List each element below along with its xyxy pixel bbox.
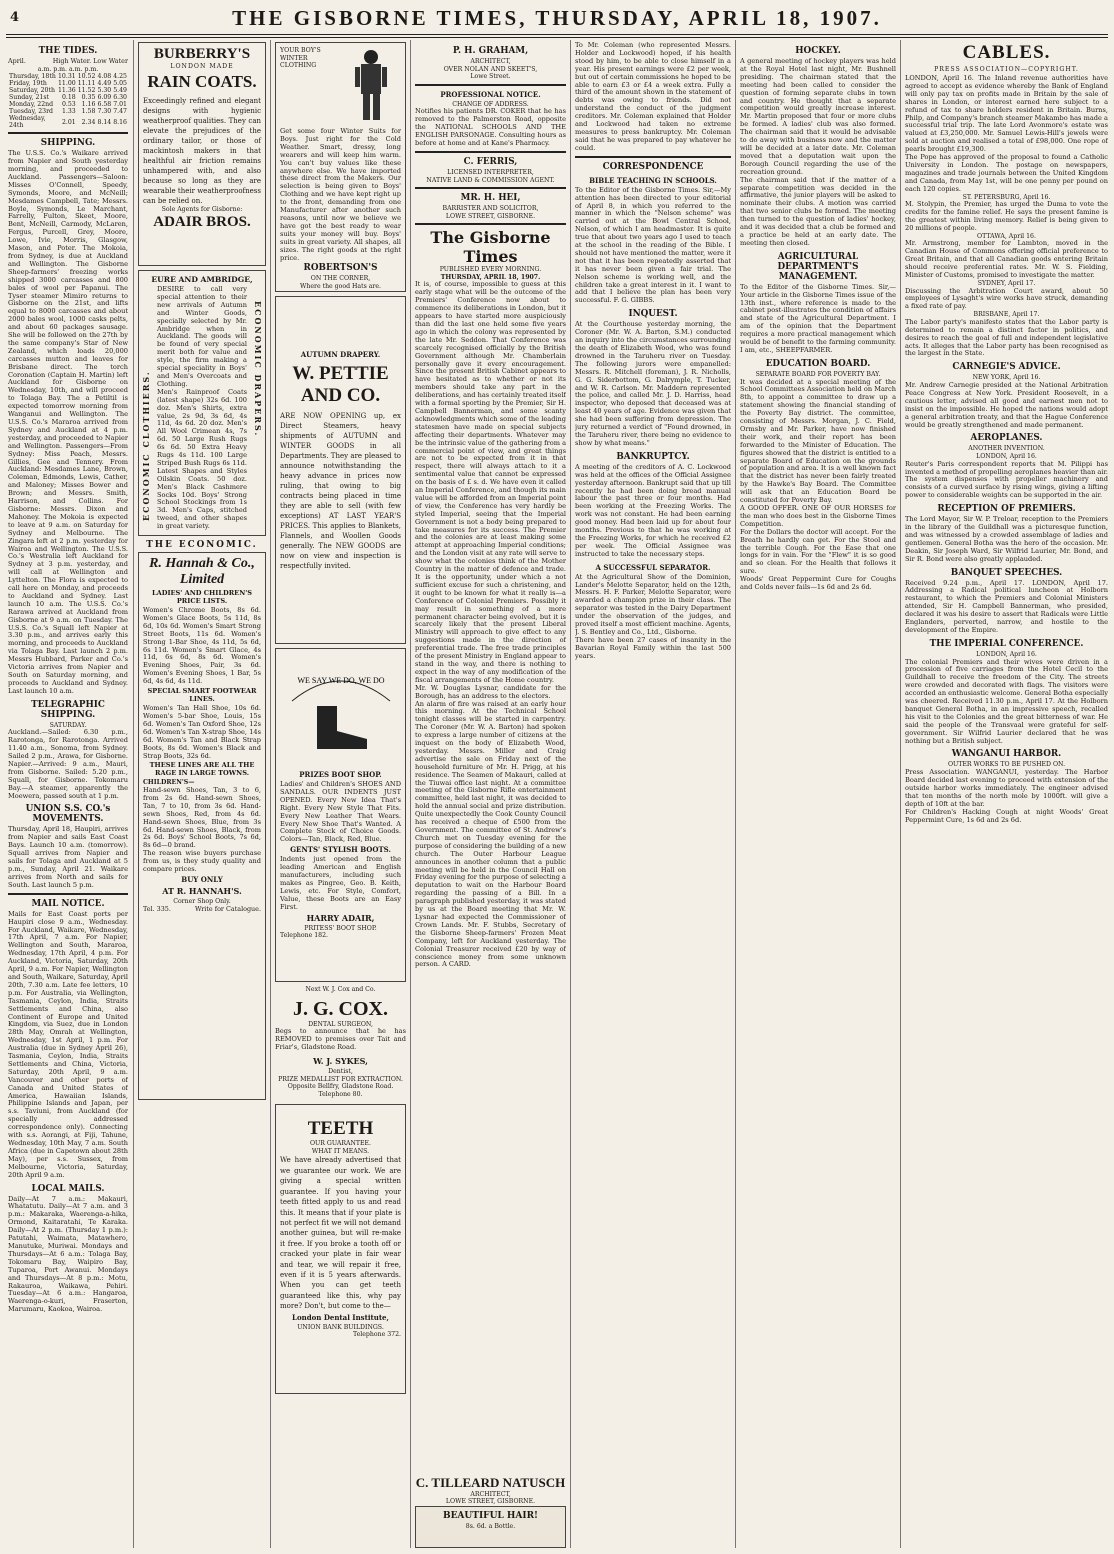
hannah-catalogue: Write for Catalogue. [194, 904, 261, 913]
times-sub: PUBLISHED EVERY MORNING. [439, 266, 542, 274]
tide-cell: Friday, 19th [9, 80, 47, 88]
page-number: 4 [10, 10, 20, 25]
eure-advert [138, 270, 266, 536]
teeth-sub: OUR GUARANTEE. [309, 1140, 372, 1148]
tide-cell: 5.49 [113, 87, 127, 95]
robertson-sub: ON THE CORNER, [310, 275, 371, 283]
divider [575, 156, 731, 158]
gents-heading: GENTS' STYLISH BOOTS. [290, 845, 391, 855]
union-tel: Telephone 372. [352, 1331, 401, 1339]
tide-cell: 11.52 [77, 87, 96, 95]
column-7 [905, 42, 1108, 1548]
movements-heading: UNION S.S. CO.'s MOVEMENTS. [25, 804, 111, 825]
teeth-advert [275, 1104, 406, 1394]
horses-offer: A GOOD OFFER. ONE OF OUR HORSES for the man who does best in the Gisborne Times Competition. [740, 504, 896, 528]
corner-shop: Corner Shop Only. [173, 897, 231, 905]
children-heading: CHILDREN'S— [143, 779, 195, 787]
education-sub: SEPARATE BOARD FOR POVERTY BAY. [755, 370, 881, 378]
inquest-text: At the Courthouse yesterday morning, the Coroner (Mr. W. A. Barton, S.M.) conducted an inquiry into the circumstances surrounding the death of Elizabeth Wood, who was found drowned in the Taruheru river on Tuesday. The following jurors were empanelled: Messrs. R. Mitchell (foreman), J. R. Nicholls, G. G. Siderbottom, G. Dalrymple, T. Tucker, and W. R. Carlson. Mr. Maddern represented the police, and called Mr. J. D. Harriss, head inspector, who deposed that deceased was at least 40 years of age. Evidence was given that she had been suffering from depression. The jury returned a verdict of "Found drowned, in the Taruheru river, there being no evidence to show by what means." [575, 320, 731, 447]
tide-cell: 7.30 [97, 108, 112, 116]
tides-table [8, 73, 128, 129]
column-4 [415, 42, 566, 1548]
column-1 [8, 42, 128, 1548]
burberry-body: Exceedingly refined and elegant designs with hygienic weatherproof qualities. They can elevate the prejudices of the ordinary tailor, or those of mackintosh makers in that healthful air friction remains unhampered with, and also because so long as they are wearable their weatherproofness can be relied on. [143, 97, 261, 205]
boy-heading: YOUR BOY'S WINTER CLOTHING [280, 47, 321, 70]
eure-body: DESIRE to call very special attention to their new arrivals of Autumn and Winter Goods, specially selected by Mr. Ambridge when in Auckland. The goods will be found of very special merit both for value and style, the firm making a special speciality in Boys' and Men's Overcoats and Clothing. [157, 285, 247, 388]
bankruptcy-heading: BANKRUPTCY. [616, 451, 690, 462]
graham-name: P. H. GRAHAM, [452, 46, 529, 56]
london-dateline: LONDON, April 16. [976, 453, 1037, 460]
tide-cell: 8.14 [97, 118, 112, 126]
column-divider [133, 40, 134, 1548]
bible-heading: BIBLE TEACHING IN SCHOOLS. [589, 175, 717, 185]
local-news: An alarm of fire was raised at an early hour this morning. At the Technical School tonight classes will be started in carpentry. The Coroner (Mr. W. A. Barton) had spoken to express a large number of citizens at the inquest on the body of Elizabeth Wood, yesterday. Messrs. Miller and Craig advertise the sale on Friday next of the household furniture of Mr. H. Prigg, at his residence. The Seamen of Makauri, called at the Tiuwai office last night. At a committee meeting of the Gisborne Rifle entertainment committee, held last night, it was decided to hold the annual social and prize distribution. Quite unexpectedly the Cook County Council has received a cheque of £500 from the Government. The committee of St. Andrew's Church met on Tuesday evening for the purpose of considering the building of a new church. The Outer Harbour League announces in another column that a public meeting will be held in the Council Hall on Friday evening for the purpose of selecting a deputation to wait on the Harbour Board regarding the passing of a Bill. In a paragraph published yesterday, it was stated by us at the Board meeting that Mr. W. Lysnar had expected the Commissioner of Crown Lands. Mr. F. Stubbs, Secretary of the Gisborne Sheep-farmers' Frozen Meat Company, left for Auckland yesterday. The Colonial Treasurer received £20 by way of conscience money from some unknown person. A CARD. [415, 699, 566, 969]
ferris-sub: LICENSED INTERPRETER, [447, 168, 534, 176]
eure-heading: EURE AND AMBRIDGE, [151, 275, 253, 284]
cox-sub: DENTAL SURGEON, [308, 1020, 373, 1028]
column-3 [275, 42, 406, 1548]
column-2 [138, 42, 266, 1548]
cable-12: Press Association. WANGANUI, yesterday. The Harbor Board decided last evening to proceed with extension of the outside harbor works immediately. The engineer advised that ten months of the north mole by 1000ft. will give a depth of 10ft at the bar. [905, 768, 1108, 808]
prize-stamp-text: WE SAY WE DO, WE DO [296, 676, 385, 685]
tide-cell: 4.25 [113, 73, 127, 81]
cable-7: Mr. Andrew Carnegie presided at the National Arbitration Peace Congress at New York. President Roosevelt, in a cautious letter, advised all good and earnest men not to insist on the impossible. He hoped the nations would adopt a general arbitration treaty, and that the Hague Conference would be greatly strengthened and made permanent. [905, 380, 1108, 429]
pettie-advert [275, 296, 406, 644]
divider [415, 84, 566, 86]
tide-cell: Saturday, 20th [9, 87, 55, 95]
tide-cell: Sunday, 21st [9, 94, 49, 102]
education-text: It was decided at a special meeting of the School Committees Association held on March 8th, to appoint a committee to draw up a statement showing the financial standing of the Poverty Bay district. The committee, consisting of Messrs. Morgan, J. C. Field, Ormsby and Mr. Parker, have now finished their work, and their report has been forwarded to the Minister of Education. The figures showed that the district is entitled to a separate Board of Education on the grounds of population and area. It is a well known fact that the district has never been fairly treated by the Hawke's Bay Board. The Committee will ask that an Education Board be constituted for Poverty Bay. [740, 377, 896, 505]
special-prices: Women's Tan Hall Shoe, 10s 6d. Women's 5-bar Shoe, Louis, 15s 6d. Women's Tan Oxford Shoe, 12s 6d. Women's Tan X-strap Shoe, 14s 6d. Women's Tan and Black Strap Boots, 8s 6d. Women's Black and Strap Boots, 32s 6d. [143, 704, 261, 760]
change-address: CHANGE OF ADDRESS. [452, 100, 529, 108]
tide-cell: 7.47 [113, 108, 127, 116]
cable-10: Received 9.24 p.m., April 17. LONDON, April 17. Addressing a Radical political luncheon at Holborn restaurant, to which the Premiers and Colonial Ministers attended, Sir H. Campbell Bannerman, who presided, declared it was his desire to assert that Radicals were Little Englanders, perverted, narrow, and hostile to the development of the Empire. [905, 578, 1108, 634]
hei-name: MR. H. HEI, [460, 193, 521, 204]
tide-cell: 7.01 [113, 101, 127, 109]
masthead-rule-bottom [6, 37, 1108, 38]
divider [415, 151, 566, 153]
cable-2: The Pope has approved of the proposal to found a Catholic University in London. The postage on newspapers, magazines and trade journals between the United Kingdom and Canada, from May 1st, will be one penny per pound on each 120 copies. [905, 153, 1108, 193]
brisbane-dateline: BRISBANE, April 17. [973, 311, 1040, 319]
local-mails-text: Daily—At 7 a.m.: Makauri, Whatatutu. Daily—At 7 a.m. and 3 p.m.: Makaraka, Waerenga-a-hika, Ormond, Kaitaratahi, Te Karaka. Daily—At 2 p.m. (Thursday 1 p.m.): Patutahi, Waimata, Matawhero, Manutuke, Muriwai. Mondays and Thursdays—At 6 a.m.: Tolaga Bay, Tokomaru Bay, Waipiro Bay, Tuparoa, Port Awanui. Mondays and Thursdays—At 8 p.m.: Motu, Rakauroa, Waikawa, Pehiri. Tuesday—At 6 a.m.: Hangaroa, Waerenga-o-kuri, Fraserton, Marumaru, Kaokoa, Wairoa. [8, 1194, 128, 1314]
tide-cell: Tuesday, 23rd [9, 108, 53, 116]
prof-notice: PROFESSIONAL NOTICE. [440, 89, 541, 99]
tide-row [8, 115, 128, 129]
tide-cell: 0.18 [61, 94, 76, 102]
tide-row [8, 94, 128, 101]
mail-text: Mails for East Coast ports per Haupiri close 9 a.m., Wednesday. For Auckland, Waikare, Wednesday, 17th April, 7 a.m. For Napier, Wellington and South, Mararoa, Wednesday, 17th April, 4 p.m. For Auckland, Victoria, Saturday, 20th April, 9 a.m. For Napier, Wellington and South, Waikare, Saturday, April 20th, 7.30 a.m. Late fee letters, 10 p.m. For Australia, via Wellington, Tasmania, Ceylon, India, Straits Settlements and China, also Continent of Europe and United Kingdom, via Suez, due in London 28th May, Omrah at Wellington, Wednesday, 1st April, 1 p.m. For Australia (due in Sydney April 26), Tasmania, Ceylon, India, Straits Settlements and China, Victoria, Saturday, 20th April, 9 a.m. Vancouver and other ports of Canada and United States of America, Hawaiian Islands, Philippine Islands and Japan, per s.s. Taviuni, from Auckland (for specially addressed correspondence only). Connecting with s.s. Aorangi, at Fiji, Tahune, Wednesday, 10th May, 7 a.m. South Africa (due in Capetown about 28th May), per s.s. Sussex, from Melbourne, Victoria, Saturday, 20th April 9 a.m. [8, 909, 128, 1179]
aero-sub: ANOTHER INVENTION. [968, 445, 1045, 453]
newyork-dateline: NEW YORK, April 16. [972, 374, 1041, 382]
teeth-body: We have already advertised that we guarantee our work. We are giving a special written guarantee. If you having your teeth fitted apply to us and read this. It means that if your plate is not perfect fit we will not demand another guinea, but will re-make it free. If you broke a tooth off or cracked your plate in fair wear and tear, we will repair it free, even if it is 5 years afterwards. When you can get teeth guaranteed like this, why pay more? Don't, but come to the— [280, 1156, 401, 1311]
harry-sub: PRITESS' BOOT SHOP. [304, 924, 377, 932]
lysnar-note: Mr. W. Douglas Lysnar, candidate for the Borough, has an address to the electors. [415, 683, 566, 700]
agri-heading: AGRICULTURAL DEPARTMENT'S MANAGEMENT. [777, 251, 859, 282]
harry-tel: Telephone 182. [280, 932, 329, 940]
cure-advert: For Children's Hacking Cough at night Woods' Great Peppermint Cure, 1s 6d and 2s 6d. [905, 807, 1108, 824]
cable-8: Reuter's Paris correspondent reports that M. Pilippi has invented a method of propelling aeroplanes heavier than air. The system dispenses with propeller machinery and consists of a curved surface by rising wings, giving a lifting power to considerable weights can be supported in the air. [905, 459, 1108, 500]
tide-cell: 4.49 [97, 80, 112, 88]
cox-next: Next W. J. Cox and Co. [305, 986, 376, 993]
prize-boot-advert [275, 648, 406, 982]
tide-cell: 10.31 [58, 73, 76, 81]
wanganui-heading: WANGANUI HARBOR. [951, 749, 1062, 760]
divider [415, 187, 566, 189]
column-divider [570, 40, 571, 1548]
hei-sub: BARRISTER AND SOLICITOR, [442, 205, 539, 213]
newspaper-title: THE GISBORNE TIMES, THURSDAY, APRIL 18, 1907. [232, 6, 882, 30]
separator-text: At the Agricultural Show of the Dominion, Lander's Melotte Separator, held on the 12th, Messrs. H. F. Parker, Melotte Separator, were awarded a champion prize in their class. The separator was tested in the Dairy Department under the observation of the judges, and proved itself a most efficient machine. Agents, J. S. Bentley and Co., Ltd., Gisborne. [575, 572, 731, 636]
pettie-name: W. PETTIE AND CO. [292, 363, 389, 406]
children-prices: Hand-sewn Shoes, Tan, 3 to 6, from 2s 6d. Hand-sewn Shoes, Tan, 7 to 10, from 3s 6d. Hand-sewn Shoes, Red, from 4s 6d. Hand-sewn Shoes, Blue, from 3s 6d. Hand-sewn Shoes, Black, from 2s 6d. Boys' School Boots, 7s 6d, 8s 6d—0 brand. [143, 786, 261, 850]
sykes-name: W. J. SYKES, [313, 1055, 368, 1066]
boys-clothing-advert [275, 42, 406, 292]
tide-cell: 0.53 [61, 101, 76, 109]
divider [8, 893, 128, 895]
boot-body: Ladies' and Children's SHOES AND SANDALS. OUR INDENTS JUST OPENED. Every New Idea That's Right. Every New Style That Fits. Every New Leather That Wears. Every New Shoe That's Wanted. A Complete Stock of Choice Goods. Colors—Tan, Black, Red, Blue. [280, 780, 401, 844]
cox-name: J. G. COX. [293, 997, 388, 1020]
sykes-sub: Dentist, [328, 1067, 353, 1075]
burberry-title: RAIN COATS. [147, 72, 257, 91]
cable-3: M. Stolypin, the Premier, has urged the Duma to vote the credits for the famine relief. He says the present famine is the greatest within living memory. Relief is being given to 20 millions of people. [905, 200, 1108, 232]
tide-cell: Monday, 22nd [9, 101, 54, 109]
tide-row [8, 108, 128, 115]
cap-advert: For the Dollars the doctor will accept. For the Breath he hardly can get. For the Stool and the terrible Cough. For the Ease that one longs for in vain. For the "Flew" it is so good and so clean. For the Health that follows it sure. [740, 527, 896, 576]
tides-heading: THE TIDES. [38, 46, 98, 56]
tide-row [8, 87, 128, 94]
graham-loc: OVER NOLAN AND SKEET'S, [443, 65, 538, 73]
telegraphic-sub: SATURDAY. [49, 721, 87, 729]
tide-cell: 6.09 [97, 94, 112, 102]
column-6 [740, 42, 896, 1548]
hannah-advert [138, 552, 266, 1100]
hannah-prices: Women's Chrome Boots, 8s 6d. Women's Glace Boots, 5s 11d, 8s 6d, 10s 6d. Women's Smart Strong Street Boots, 11s 6d. Women's Strong 1-Bar Shoe, 4s 11d, 5s 6d, 6s 11d. Women's Smart Glace, 4s 11d, 6s 6d, 8s 6d. Women's Evening Shoes, Pair, 3s 6d. Women's Evening Shoes, 1 Bar, 5s 6d, 4s 6d, 4s 11d. [143, 606, 261, 686]
tide-row [8, 80, 128, 87]
divider [415, 223, 566, 225]
union-bank: UNION BANK BUILDINGS. [297, 1323, 384, 1331]
carnegie-heading: CARNEGIE'S ADVICE. [952, 362, 1061, 373]
tilleard-sub: ARCHITECT, [470, 1490, 511, 1498]
column-divider [270, 40, 271, 1548]
inquest-heading: INQUEST. [628, 309, 678, 320]
imperial-heading: THE IMPERIAL CONFERENCE. [929, 638, 1084, 649]
hannah-close: The reason wise buyers purchase from us, is they study quality and compare prices. [143, 849, 261, 874]
coker-notice: Notifies his patients DR. COKER that he has removed to the Palmerston Road, opposite the NATIONAL SCHOOLS AND THE ENGLISH PARSONAGE. Consulting hours as before at home and at Kane's Pharmacy. [415, 107, 566, 147]
tide-cell: 11.00 [58, 80, 76, 88]
tide-row [8, 101, 128, 108]
column-divider [900, 40, 901, 1548]
tide-cell: 1.58 [81, 108, 96, 116]
ferris-role: NATIVE LAND & COMMISSION AGENT. [426, 176, 555, 184]
sydney-dateline: SYDNEY, April 17. [977, 279, 1036, 287]
boy-body: Get some four Winter Suits for Boys. Just right for the Cold Weather. Smart, dressy, long wearers and will keep him warm. You can't buy values like these anywhere else. We have imported these direct from the Makers. Our selection is being given to Boys' Clothing and we have kept right up to the front, demanding from one Manufacturer after another such reasons, until now we believe we have got the best ready to wear suits your money will buy. Boys' suits in great variety. All shapes, all sizes. The right goods at the right price. [280, 127, 401, 262]
cables-heading: CABLES. [962, 42, 1051, 63]
tilleard-name: C. TILLEARD NATUSCH [415, 1474, 566, 1490]
tide-cell: 1.16 [81, 101, 96, 109]
tide-cell: Wednesday, 24th [9, 115, 46, 130]
hannah-logo: R. Hannah & Co., Limited [149, 556, 255, 587]
cable-11: The colonial Premiers and their wives were driven in a procession of five carriages from the Hotel Cecil to the Guildhall to receive the freedom of the City. The streets were crowded and decorated with flags. The visitors were accorded an enthusiastic welcome. General Botha especially was cheered. Received 11.30 p.m., April 17. At the Holborn banquet General Botha, in an impressive speech, recalled his visit to the Colonies and the great bitterness of war. He said the people of the Transvaal were grateful for self-government. Sir Wilfrid Laurier declared that he was nothing but a British subject. [905, 657, 1108, 745]
tide-cell: 4.08 [97, 73, 112, 81]
times-logo: The Gisborne Times [430, 228, 551, 267]
editorial: It is, of course, impossible to guess at this early stage what will be the outcome of the Premiers' Conference now about to commence its deliberations in London, but it appears to have started more auspiciously than did the last one held some five years ago in which the colony was represented by the late Mr. Seddon. That Conference was scarcely recognised officially by the British Government although Mr. Chamberlain personally gave it every encouragement. Since the present British Cabinet appears to have hesitated as to whether or not its members should take any part in the deliberations, and has certainly treated itself with a formal sporting by the Premier, Sir H. Campbell Bannerman, and some scanty acknowledgments which some of the leading statesmen have made on special subjects affecting their departments. Whatever may be the intrinsic value of the gathering from a commercial point of view, and great things are not to be expected from it in that respect, there will always attach to it a sentimental value that cannot be expressed on the basis of £ s. d. We have even it called an Imperial Conference, and though its main value will be afforded from an Imperial point of view, the Conference has very hardly be styled Imperial, seeing that the Imperial Government is not a body being prepared to take measures for its success. The Premier and the colonies are at least making some attempt at approaching Imperial conditions; and the London visit at any rate will serve to show what the colonies think of the Mother Country in the matter of defence and trade. It is the opportunity, under which a not sufficient excuse for such a christening, and it ought to be known for what it really is—a Conference of Colonial Premiers. Possibly it may result in something of a more permanent character being evolved, but it is scarcely likely that the present Liberal Ministry will approach to give effect to any suggestions made in the direction of preferential trade. The free trade principles of the present Ministry in England appear to stand in the way, and there is nothing to expect in the way of any modification of the fiscal arrangements of the Home country. [415, 280, 566, 684]
burberry-agents: Sole Agents for Gisborne: [161, 206, 243, 213]
cable-1: LONDON, April 16. The Inland revenue authorities have agreed to accept as evidence whereby the Bank of England will only pay tax on profits made in Britain by the sale of shares in London, or interest earned here subject to a refund of tax to share holders resident in Britain. Burns, Philp, and Company's branch steamer Makambo has made a successful trial trip. The late Lord Avonmore's estate was valued at £3,250,000. Mr. Samuel Lewis-Hill's jewels were sold at auction and realised a total of £98,000. One rope of pearls brought £19,300. [905, 74, 1108, 154]
tilleard-loc: LOWE STREET, GISBORNE. [445, 1498, 536, 1506]
education-heading: EDUCATION BOARD. [765, 358, 871, 369]
tide-cell: 2.34 [81, 118, 96, 126]
buy-only: BUY ONLY [181, 874, 223, 884]
teeth-heading: TEETH [307, 1118, 374, 1140]
burberry-advert [138, 42, 266, 266]
ottawa-dateline: OTTAWA, April 16. [977, 232, 1036, 240]
hair-heading: BEAUTIFUL HAIR! [442, 1511, 539, 1521]
cable-5: Discussing the Arbitration Court award, about 50 employees of Lysaght's wire works have struck, demanding a fixed rate of pay. [905, 286, 1108, 311]
agri-text: To the Editor of the Gisborne Times. Sir,—Your article in the Gisborne Times issue of the 13th inst., where reference is made to the cabinet post-illustrates the condition of affairs and state of the Agricultural Department. I am of the opinion that the Department requires a more practical management which would be of benefit to the farming community. I am, etc., SHEEPFARMER. [740, 282, 896, 354]
tide-cell: Thursday, 18th [9, 73, 56, 81]
tide-cell: 11.11 [77, 80, 96, 88]
tide-cell: 6.58 [97, 101, 112, 109]
eure-side-left: ECONOMIC CLOTHIERS. [141, 370, 151, 521]
cables-sub: PRESS ASSOCIATION—COPYRIGHT. [934, 66, 1079, 73]
stpeter-dateline: ST. PETERSBURG, April 16. [962, 193, 1051, 201]
cox-body: Begs to announce that he has REMOVED to premises over Tait and Friar's, Gladstone Road. [275, 1027, 406, 1051]
movements-text: Thursday, April 18, Haupiri, arrives from Napier and sails East Coast Bays. Launch 10 a.m. (tomorrow). Squall arrives from Napier and sails for Tolaga and Auckland at 5 p.m., Sunday, April 21. Waikare arrives from North and sails for South. Last launch 5 p.m. [8, 825, 128, 889]
adair-name: ADAIR BROS. [153, 213, 251, 230]
pettie-body: ARE NOW OPENING up, ex Direct Steamers, heavy shipments of AUTUMN and WINTER GOODS in all Departments. They are pleased to announce notwithstanding the heavy advance in prices now ruling, that owing to big contracts being placed in time they are able to sell (with few exceptions) AT LAST YEAR'S PRICES. This applies to Blankets, Flannels, and Woollen Goods generally. The NEW GOODS are now on view and inspection is respectfully invited. [280, 412, 401, 570]
divider [8, 132, 128, 134]
column-5 [575, 42, 731, 1548]
robertson: ROBERTSON'S [303, 263, 378, 274]
teeth-what: WHAT IT MEANS. [311, 1147, 370, 1155]
graham-sub: ARCHITECT, [470, 58, 511, 65]
bankruptcy-text: A meeting of the creditors of A. C. Lockwood was held at the offices of the Official Assignee yesterday afternoon. Bankrupt said that up till recently he had been doing bread manual labour the past three or four months. Had been working at the Freezing Works. The work was not constant. He had been earning good money. Had been laid up for about four months. Previous to that he was working at the Freezing Works, for which he received £2 per week. The Official Assignee was instructed to take the necessary steps. [575, 462, 731, 558]
tide-cell: 8.16 [113, 118, 127, 126]
tides-sub-header: High Water. Low Water [52, 57, 128, 65]
times-date: THURSDAY, APRIL 18, 1907. [440, 273, 541, 281]
tide-cell: 1.33 [61, 108, 76, 116]
remedy-advert: Woods' Great Peppermint Cure for Coughs and Colds never fails—1s 6d and 2s 6d. [740, 575, 896, 592]
tide-row [8, 73, 128, 80]
column-divider [735, 40, 736, 1548]
burberry-heading: BURBERRY'S [153, 46, 251, 62]
ferris-name: C. FERRIS, [463, 156, 518, 167]
aero-heading: AEROPLANES. [970, 433, 1043, 444]
three-lines: THESE LINES ARE ALL THE RAGE IN LARGE TOWNS. [149, 761, 255, 778]
insanity-note: There have been 27 cases of insanity in the Bavarian Royal Family within the last 500 years. [575, 635, 731, 660]
separator-heading: A SUCCESSFUL SEPARATOR. [595, 562, 711, 572]
bible-text: To the Editor of the Gisborne Times. Sir,—My attention has been directed to your editorial of April 8, in which you referred to the manner in which the "Nelson scheme" was carried out at the Bowl Central School, Nelson, of which I am headmaster. It is quite true that about two years ago I used to teach at the school in the reading of the Bible. I should not have mentioned the matter, were it not that it has been repeatedly asserted that it has never been given a fair trial. The Nelson scheme is working well, and the children take a great interest in it. I want to add that I believe the plan has been very successful. F. G. GIBBS. [575, 185, 731, 305]
mail-heading: MAIL NOTICE. [31, 898, 105, 909]
local-mails-heading: LOCAL MAILS. [31, 1183, 105, 1194]
cable-4: Mr. Armstrong, member for Lambton, moved in the Canadian House of Commons offering official preference to Great Britain, and that all Canadian goods entering Britain should receive preferential rates. Mr. W. S. Fielding, Minister of Customs, promised to investigate the matter. [905, 239, 1108, 280]
shipping-heading: SHIPPING. [40, 138, 96, 149]
burberry-sub: LONDON MADE [170, 63, 234, 70]
boot-illustration-icon [282, 656, 400, 766]
masthead [0, 6, 1114, 32]
tide-cell: 10.52 [77, 73, 96, 81]
tide-cell: 5.30 [97, 87, 112, 95]
london-dental: London Dental Institute, [292, 1312, 389, 1322]
hair-price: 8s. 6d. a Bottle. [465, 1523, 516, 1530]
london-dateline-2: LONDON, April 16. [976, 650, 1037, 658]
hockey-heading: HOCKEY. [795, 46, 841, 56]
tides-month: April. [8, 57, 26, 65]
tide-cell: 5.05 [113, 80, 127, 88]
robertson-where: Where the good Hats are. [299, 283, 382, 290]
hair-advert [415, 1506, 566, 1548]
coleman-text: To Mr. Coleman (who represented Messrs. Holder and Lockwood) hoped, if his health stood by him, to be able to close himself in a year. His present earnings were £2 per week, but out of certain commissions he hoped to be able to earn £3 or £4 a week extra. Fully a third of the amount shown in the statement of debts was owing to friends. Did not understand the conduct of the judgment creditors. Mr. Coleman explained that Holder and Lockwood had taken no extreme measures to press bankruptcy. Mr. Coleman said that he was prepared to pay whatever he could. [575, 42, 731, 152]
at-hannah: AT R. HANNAH'S. [162, 885, 242, 896]
shipping-text: The U.S.S. Co.'s Waikare arrived from Napier and South yesterday morning, and proceeded to Auckland. Passengers—Saloon: Misses O'Connell, Speedy, Symonds, Moore, and McNeill; Mesdames Campbell, Tate; Messrs. Boyle, Symonds, Le Marchant, Farrelly, Fulton, Skeet, Moore, Bent, McNeill, Carmody, McLaren, Fergus, Purcell, Grey, Moore, Lowe, Ivie, Morris, Glasgow, Mason, and Poter. The Mokoia, from Sydney, is due at Auckland and Wellington. The Gisborne Sheep-farmers' freezing works shipped 3000 carcasses and 800 bales of wool per Papanui. The Tyser steamer Mimiro returns to Gisborne on the 21st, and lifts equal to 8000 carcasses and about 2000 bales wool, 1000 casks pelts, and about 60 packages sausage. She will be followed on the 27th by the same company's Star of New Zealand, which loads 20,000 carcasses mutton and leaves for Brisbane direct. The torch Coronation (Captain H. Martin) left Auckland for Gisborne on Wednesday, 10th, and will proceed to Tolaga Bay. The a Petiltil is expected tomorrow morning from Wanganui and Wellington. The U.S.S. Co.'s Mararoa arrived from Sydney and Auckland at 4 p.m. yesterday, and proceeded to Napier and Wellington. Passengers—From Sydney: Miss Peach, Messrs. Gillies, Gee and Tennery. From Auckland: Mesdames Lane, Brown, Coleman, Edmonds, Lewis, Cather, and Maloney; Misses Bower and Brown; and Messrs. Smith, Harrison, and Collins. For Gisborne: Messrs. Dixon and Mahoney. The Mokoia is expected to leave at 9 a.m. on Saturday for Sydney and Melbourne. The Zingara left at 2 p.m. yesterday for Wairoa and Wellington. The U.S.S. Co.'s Westralia left Auckland for Sydney at 3 p.m. yesterday, and will call at Wellington and Lyttelton. The Flora is expected to call here on Monday, and proceeds to Auckland and Sydney. Last launch 10 a.m. The U.S.S. Co.'s Rarawa arrived at Auckland from Gisborne at 9 a.m. on Tuesday. The U.S.S. Co.'s Squall left Napier at 3.30 p.m., and arrives early this morning, and proceeds to Auckland via Tolaga Bay. Last launch 2 p.m. Messrs Hubbard, Parker and Co.'s Victoria arrives from Napier and South on Saturday morning, and proceeds to Auckland and Sydney. Last launch 10 a.m. [8, 149, 128, 695]
harry-adair: HARRY ADAIR, [306, 912, 375, 923]
tides-header [8, 58, 128, 66]
banquet-heading: BANQUET SPEECHES. [950, 567, 1063, 578]
tide-cell: 0.35 [81, 94, 96, 102]
graham-street: Lowe Street. [470, 73, 511, 81]
telegraphic-text: Auckland.—Sailed: 6.30 p.m., Rarotonga, for Rarotonga. Arrived 11.40 a.m., Sonoma, from Sydney. Sailed 2 p.m., Arawa, for Gisborne. Napier.—Arrived: 9 a.m., Mauri, from Gisborne. Sailed: 5.20 p.m., Squall, for Gisborne. Tokomaru Bay.—A steamer, apparently the Moewera, passed south at 1 p.m. [8, 728, 128, 800]
tides-cols: a.m. p.m. a.m. p.m. [37, 65, 99, 73]
hei-loc: LOWE STREET, GISBORNE. [445, 212, 536, 220]
prize-heading: PRIZES BOOT SHOP. [299, 770, 382, 779]
correspondence-heading: CORRESPONDENCE [602, 161, 704, 172]
gents-body: Indents just opened from the leading American and English manufacturers, including such makes as Pingree, Geo. B. Keith, Lewis, etc. For Style, Comfort, Value, these Boots are an Easy First. [280, 855, 401, 911]
hockey-text-2: The chairman said that if the matter of a separate competition was decided in the affirmative, the junior players will be asked to nominate their clubs. A motion was carried that two senior clubs be formed. The meeting then turned to the question of ladies' hockey, and it was decided that a club be formed and a practice be held at an early date. The meeting then closed. [740, 175, 896, 247]
masthead-rule-top [6, 34, 1108, 35]
tide-cell: 6.30 [113, 94, 127, 102]
sykes-loc: Opposite Bellfry, Gladstone Road. Telephone 80. [287, 1083, 394, 1098]
column-divider [410, 40, 411, 1548]
tide-cell: 11.36 [58, 87, 76, 95]
hannah-tel: Tel. 335. [143, 904, 171, 913]
eure-side-right: ECONOMIC DRAPERS. [253, 301, 263, 438]
wanganui-sub: OUTER WORKS TO BE PUSHED ON. [947, 761, 1066, 769]
boy-illustration-icon [344, 47, 399, 127]
reception-heading: RECEPTION OF PREMIERS. [937, 504, 1076, 515]
sykes-medal: PRIZE MEDALLIST FOR EXTRACTION. [278, 1075, 403, 1083]
tide-cell: 2.01 [61, 118, 76, 126]
eure-prices: Men's Rainproof Coats (latest shape) 32s 6d. 100 doz. Men's Shirts, extra value, 2s 9d, 3s 6d, 4s 11d, 4s 6d. 20 doz. Men's All Wool Crimean 4s, 7s 6d. 50 Large Rush Rugs 6s 6d. 50 Extra Heavy Rugs 4s 11d. 100 Large Striped Bush Rugs 6s 11d. Latest Shapes and Styles Oilskin Coats. 50 doz. Men's Black Cashmere Socks 10d. Boys' Strong School Stockings from 1s 3d. Men's Caps, stitched tweed, and other shapes in great variety. [157, 387, 247, 531]
autumn-heading: AUTUMN DRAPERY. [300, 350, 381, 359]
telegraphic-heading: TELEGRAPHIC SHIPPING. [31, 699, 105, 720]
special-heading: SPECIAL SMART FOOTWEAR LINES. [147, 687, 257, 704]
hannah-sub: LADIES' AND CHILDREN'S PRICE LISTS. [151, 589, 253, 605]
hockey-text: A general meeting of hockey players was held at the Royal Hotel last night, Mr. Bushnell presiding. The chairman stated that the meeting had been called to consider the question of forming separate clubs in town and country. He thought that a separate competition would greatly increase interest. Mr. Martin proposed that four or more clubs be formed. A ladies' club was also formed. The chairman said that it would be advisable to do away with business now and the matter will be decided at a later date. Mr. Coleman moved that a deputation wait upon the Borough Council regarding the use of the recreation ground. [740, 57, 896, 176]
cable-9: The Lord Mayor, Sir W. P. Treloar, reception to the Premiers in the library of the Guildhall was a picturesque function, and was witnessed by a crowded assemblage of ladies and gentlemen. General Botha was the hero of the occasion. Mr. Deakin, Sir Joseph Ward, Sir Wilfrid Laurier, Mr. Bond, and Sir R. Bond were also greatly applauded. [905, 515, 1108, 563]
economic-footer: THE ECONOMIC. [146, 540, 258, 550]
cable-6: The Labor party's manifesto states that the Labor party is determined to remain a distinct factor in politics, and desires to reach the goal of full and independent legislative acts. It alleges that the Labor party has been recognised as the largest in the State. [905, 317, 1108, 358]
